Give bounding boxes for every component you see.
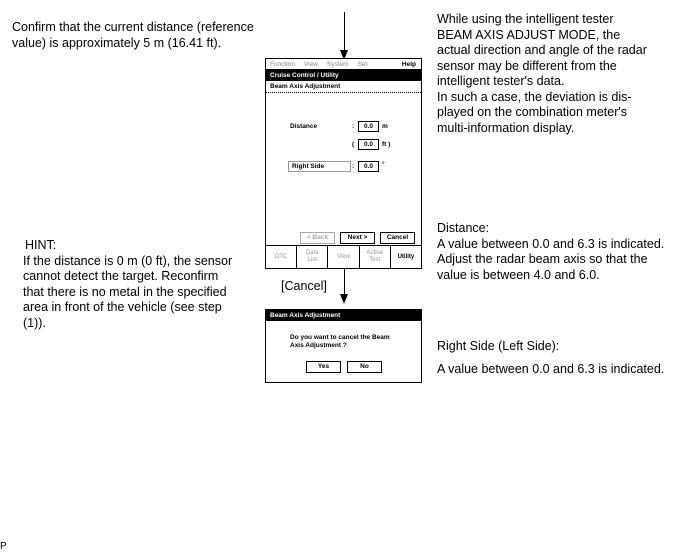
arrow-head-icon xyxy=(340,294,348,304)
yes-button[interactable]: Yes xyxy=(306,361,341,373)
bottom-tabs xyxy=(266,245,421,268)
note-line: Adjust the radar beam axis so that the xyxy=(437,252,648,266)
cancel-button[interactable]: Cancel xyxy=(380,232,415,244)
note-line: intelligent tester's data. xyxy=(437,74,565,88)
tester-screen xyxy=(265,58,422,269)
dialog-message-line: Axis Adjustment ? xyxy=(290,342,347,349)
hint-line: (1)). xyxy=(23,315,46,330)
colon: : xyxy=(352,123,355,130)
menu-system[interactable]: System xyxy=(326,60,349,68)
degree-unit: ° xyxy=(382,161,385,168)
right-side-note-text: A value between 0.0 and 6.3 is indicated. xyxy=(437,362,665,376)
dialog-message xyxy=(290,334,390,350)
note-line: A value between 0.0 and 6.3 is indicated. xyxy=(437,236,665,251)
right-side-label: Right Side xyxy=(288,161,351,172)
arrow-down-cancel xyxy=(344,268,345,296)
arrow-down-top xyxy=(344,12,345,52)
tester-mode-note xyxy=(437,12,647,136)
note-line: sensor may be different from the xyxy=(437,58,617,73)
note-line: While using the intelligent tester xyxy=(437,12,614,26)
cancel-label: [Cancel] xyxy=(281,279,327,293)
screen-header: Cruise Control / Utility xyxy=(266,70,421,81)
right-side-note-title: Right Side (Left Side): xyxy=(437,339,560,353)
menu-bar xyxy=(266,59,421,70)
note-line: played on the combination meter's xyxy=(437,105,627,119)
colon: : xyxy=(352,163,355,170)
note-line: actual direction and angle of the radar xyxy=(437,43,647,57)
hint-line: If the distance is 0 m (0 ft), the sensor xyxy=(23,253,233,268)
next-button[interactable]: Next > xyxy=(340,232,375,244)
footer-letter: P xyxy=(0,541,7,552)
note-line: value) is approximately 5 m (16.41 ft). xyxy=(12,35,222,50)
distance-ft-value: 0.0 xyxy=(358,139,379,150)
note-line: In such a case, the deviation is dis- xyxy=(437,89,632,104)
menu-view[interactable]: View xyxy=(303,60,318,68)
note-line: Distance: xyxy=(437,221,490,235)
confirm-distance-note xyxy=(12,20,254,51)
distance-label: Distance xyxy=(290,123,318,130)
menu-help[interactable]: Help xyxy=(401,60,416,68)
note-line: BEAM AXIS ADJUST MODE, the xyxy=(437,27,621,42)
distance-ft-unit: ft ) xyxy=(382,141,391,148)
back-button[interactable]: < Back xyxy=(300,232,335,244)
no-button[interactable]: No xyxy=(347,361,382,373)
tab-dtc[interactable]: DTC xyxy=(266,246,297,268)
hint-line: area in front of the vehicle (see step xyxy=(23,300,222,314)
dialog-title: Beam Axis Adjustment xyxy=(266,310,421,321)
cancel-dialog xyxy=(265,309,422,383)
hint-block xyxy=(23,238,233,331)
hint-line: cannot detect the target. Reconfirm xyxy=(23,269,219,283)
hint-title: HINT: xyxy=(25,238,57,252)
tab-utility[interactable]: Utility xyxy=(397,253,415,260)
distance-m-unit: m xyxy=(382,123,388,130)
screen-subheader: Beam Axis Adjustment xyxy=(266,81,421,93)
distance-m-value: 0.0 xyxy=(358,121,379,132)
distance-note xyxy=(437,221,664,283)
tab-data-list[interactable]: Data List xyxy=(297,246,328,268)
tab-view[interactable]: View xyxy=(328,246,359,268)
right-side-value: 0.0 xyxy=(358,161,379,172)
tab-active-test[interactable]: Active Test xyxy=(360,246,391,268)
note-line: multi-information display. xyxy=(437,120,575,135)
hint-line: that there is no metal in the specified xyxy=(23,284,227,299)
menu-set[interactable]: Set xyxy=(357,60,368,68)
note-line: Confirm that the current distance (reference xyxy=(12,20,254,34)
open-paren: ( xyxy=(352,141,355,148)
dialog-message-line: Do you want to cancel the Beam xyxy=(290,334,390,341)
menu-function[interactable]: Function xyxy=(270,60,295,68)
note-line: value is between 4.0 and 6.0. xyxy=(437,267,600,282)
